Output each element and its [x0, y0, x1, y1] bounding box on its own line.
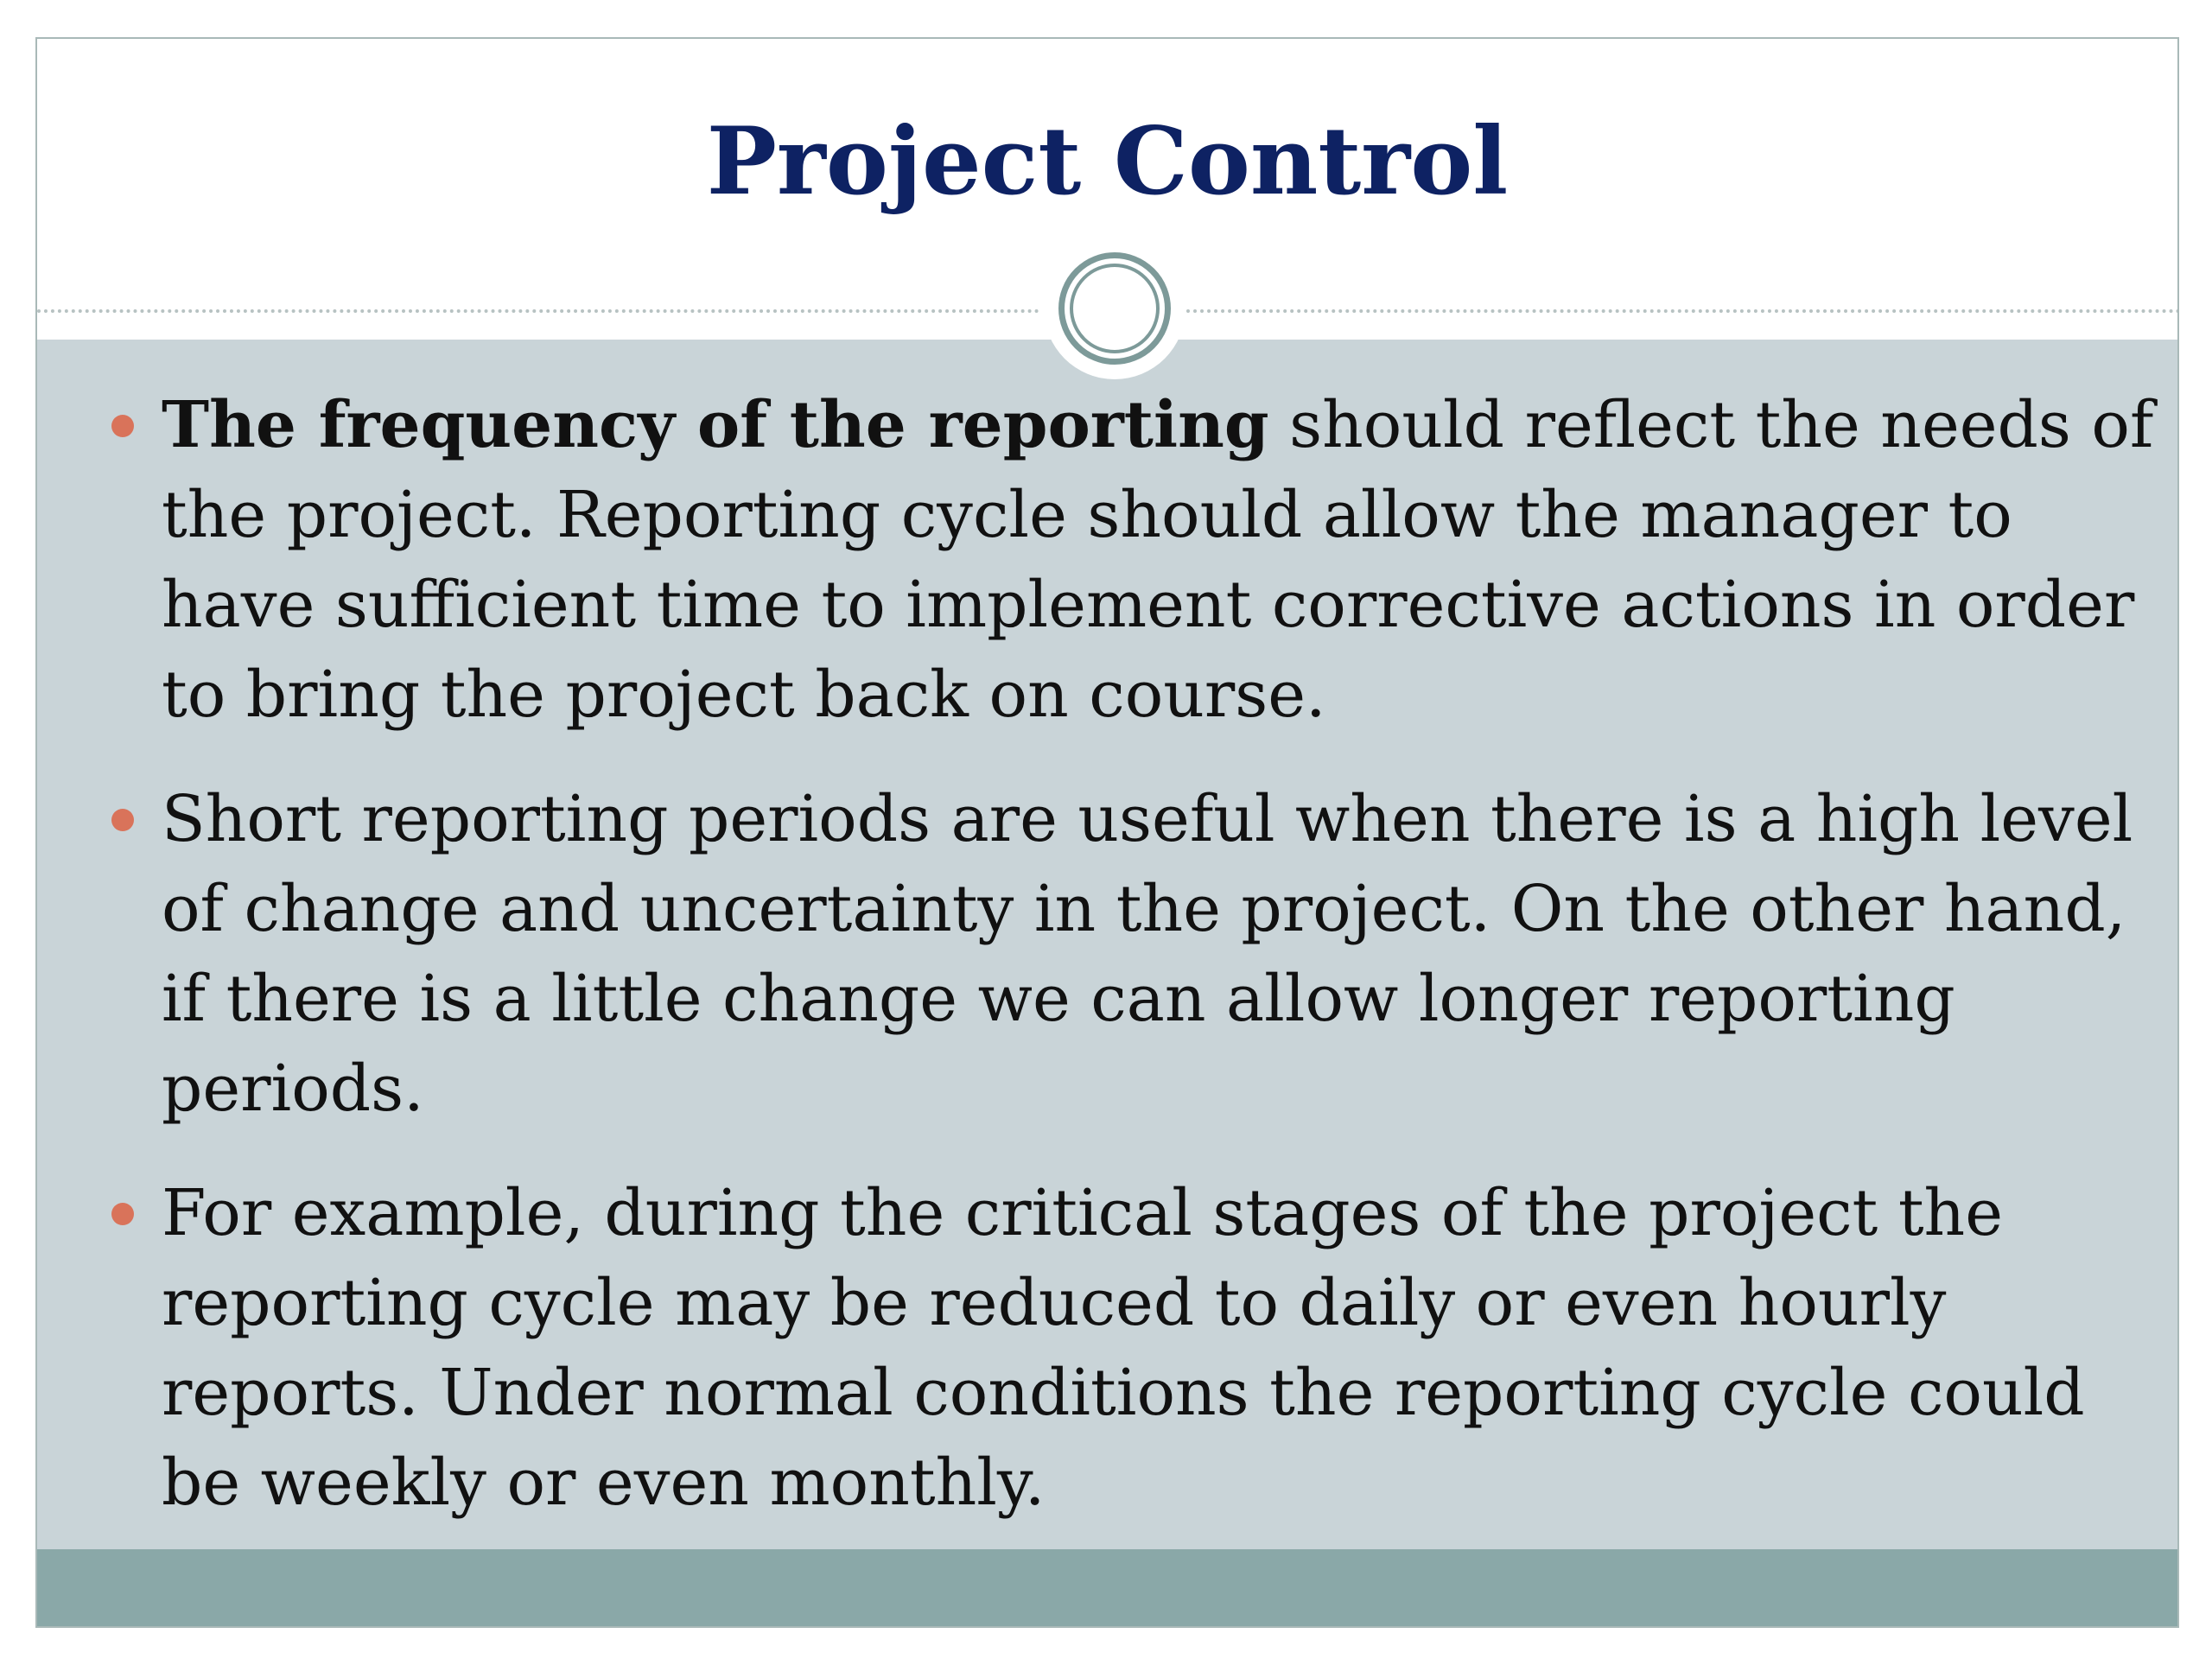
slide: [35, 37, 2179, 1628]
slide-title: Project Control: [706, 107, 1509, 216]
bullet-item: [162, 1168, 2175, 1528]
ornament-circle-inner-ring: [1070, 264, 1160, 353]
bullet-item: [162, 380, 2175, 740]
bullet-text: For example, during the critical stages of the project the reporting cycle may be reduced to daily or even hourly reports. Under normal conditions the reporting cycle could be weekly or even monthly.: [162, 1176, 2085, 1520]
divider-line-right: [1186, 309, 2179, 313]
bullet-text: should reflect the needs of the project. Reporting cycle should allow the manager to have sufficient time to implement corrective actions in order to bring the project back on course.: [162, 388, 2154, 732]
bullet-list: [162, 380, 2175, 1562]
bullet-item: [162, 774, 2175, 1134]
bullet-icon: [111, 415, 134, 437]
footer-bar: [37, 1549, 2177, 1628]
bullet-icon: [111, 1203, 134, 1225]
bullet-icon: [111, 809, 134, 831]
divider-line-left: [37, 309, 1039, 313]
bullet-text: Short reporting periods are useful when there is a high level of change and uncertainty in the project. On the other hand, if there is a little change we can allow longer reporting periods.: [162, 782, 2133, 1126]
bullet-bold-lead: The frequency of the reporting: [162, 388, 1269, 462]
